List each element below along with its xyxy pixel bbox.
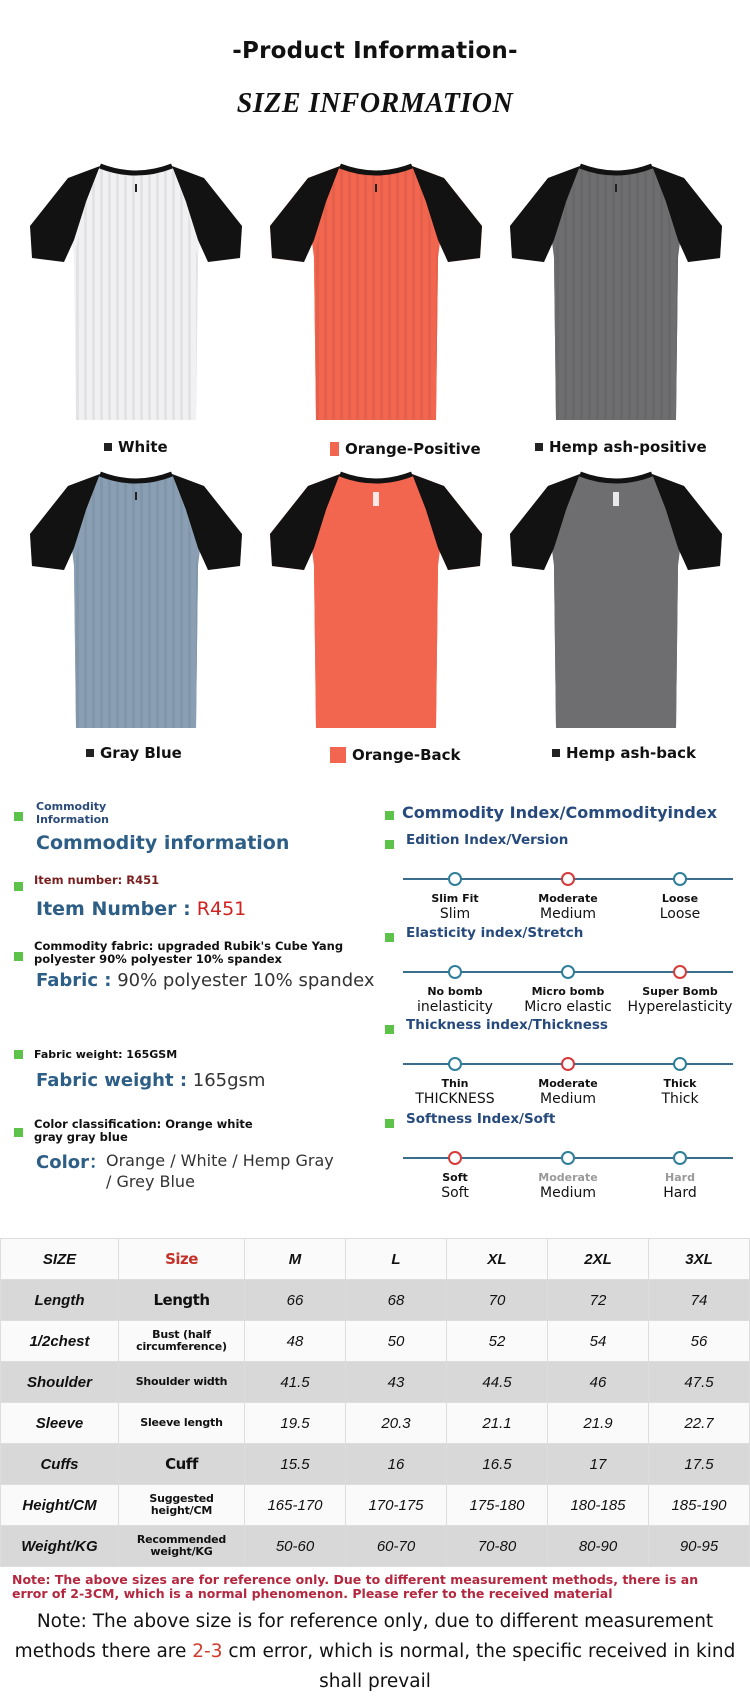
table-cell: 56 xyxy=(649,1321,750,1362)
note-large-b: cm error, which is normal, the specific received in kind shall prevail xyxy=(222,1641,736,1692)
tshirt-image-0 xyxy=(28,162,244,424)
index-option-top: Soft xyxy=(442,1171,468,1184)
table-cell: 70-80 xyxy=(447,1526,548,1567)
table-cell: 180-185 xyxy=(548,1485,649,1526)
table-cell: 21.1 xyxy=(447,1403,548,1444)
table-row xyxy=(1,1485,750,1526)
table-cell: 44.5 xyxy=(447,1362,548,1403)
caption-label: Orange-Back xyxy=(352,746,461,764)
table-cell: 22.7 xyxy=(649,1403,750,1444)
color-swatch xyxy=(552,749,560,757)
color-swatch xyxy=(104,443,112,451)
index-dot xyxy=(448,965,462,979)
index-option-bottom: THICKNESS xyxy=(415,1091,495,1107)
index-option-bottom: Thick xyxy=(661,1091,699,1107)
color-small: Color classification: Orange white gray gray blue xyxy=(34,1117,253,1144)
table-cell: 43 xyxy=(346,1362,447,1403)
fabric-line xyxy=(36,970,375,991)
table-cell: 175-180 xyxy=(447,1485,548,1526)
commodity-small-heading: Commodity Information xyxy=(36,800,109,826)
index-option-bottom: Slim xyxy=(439,906,471,922)
bullet-icon xyxy=(14,882,23,891)
color-swatch xyxy=(330,442,339,456)
table-cell: 1/2chest xyxy=(1,1321,119,1362)
table-cell: 17.5 xyxy=(649,1444,750,1485)
weight-small: Fabric weight: 165GSM xyxy=(34,1048,178,1061)
color-swatch xyxy=(535,443,543,451)
table-cell: 16.5 xyxy=(447,1444,548,1485)
fabric-small: Commodity fabric: upgraded Rubik's Cube Yang polyester 90% polyester 10% spandex xyxy=(34,939,344,966)
index-option-bottom: inelasticity xyxy=(417,999,493,1015)
table-cell: L xyxy=(346,1239,447,1280)
size-table xyxy=(0,1238,750,1567)
weight-label: Fabric weight : xyxy=(36,1070,188,1091)
table-cell: Weight/KG xyxy=(1,1526,119,1567)
table-cell: Sleeve xyxy=(1,1403,119,1444)
caption-label: Gray Blue xyxy=(100,744,182,762)
table-cell: 17 xyxy=(548,1444,649,1485)
caption-label: Hemp ash-back xyxy=(566,744,696,762)
table-cell: 50-60 xyxy=(245,1526,346,1567)
color-swatch xyxy=(330,747,346,763)
caption-label: White xyxy=(118,438,168,456)
caption-hemp-back xyxy=(552,744,696,762)
caption-orange-positive xyxy=(330,440,481,458)
table-cell: Cuff xyxy=(119,1444,245,1485)
table-cell: 185-190 xyxy=(649,1485,750,1526)
bullet-icon xyxy=(14,1128,23,1137)
index-group-title: Elasticity index/Stretch xyxy=(406,925,584,941)
table-cell: Size xyxy=(119,1239,245,1280)
bullet-icon xyxy=(14,1050,23,1059)
note-large-red: 2-3 xyxy=(192,1641,223,1662)
caption-hemp-positive xyxy=(535,438,707,456)
table-cell: Cuffs xyxy=(1,1444,119,1485)
table-cell: 170-175 xyxy=(346,1485,447,1526)
table-row xyxy=(1,1403,750,1444)
commodity-heading: Commodity information xyxy=(36,832,290,854)
table-cell: 47.5 xyxy=(649,1362,750,1403)
table-row xyxy=(1,1526,750,1567)
page-subtitle: SIZE INFORMATION xyxy=(236,88,514,119)
index-option-top: No bomb xyxy=(427,985,483,998)
table-cell: XL xyxy=(447,1239,548,1280)
note-large-a: Note: The above size is for reference only, due to different measurement methods there are xyxy=(14,1611,714,1662)
index-option-top: Super Bomb xyxy=(642,985,718,998)
index-option-top: Thick xyxy=(663,1077,697,1090)
index-dot xyxy=(448,1057,462,1071)
table-cell: Recommended weight/KG xyxy=(119,1526,245,1567)
table-cell: 3XL xyxy=(649,1239,750,1280)
tshirt-image-3 xyxy=(28,470,244,732)
item-number-small: Item number: R451 xyxy=(34,873,160,887)
index-option-top: Moderate xyxy=(538,1171,598,1184)
index-dot xyxy=(673,1151,687,1165)
table-cell: 50 xyxy=(346,1321,447,1362)
table-cell: 48 xyxy=(245,1321,346,1362)
index-dot xyxy=(561,965,575,979)
table-cell: 54 xyxy=(548,1321,649,1362)
table-cell: 46 xyxy=(548,1362,649,1403)
index-dot xyxy=(448,872,462,886)
table-cell: 60-70 xyxy=(346,1526,447,1567)
index-dot xyxy=(673,1057,687,1071)
table-cell: 41.5 xyxy=(245,1362,346,1403)
table-cell: Suggested height/CM xyxy=(119,1485,245,1526)
table-row xyxy=(1,1362,750,1403)
index-option-top: Moderate xyxy=(538,892,598,905)
tshirt-image-2 xyxy=(508,162,724,424)
index-group-title: Edition Index/Version xyxy=(406,832,569,848)
table-cell: Shoulder width xyxy=(119,1362,245,1403)
index-dot xyxy=(561,1151,575,1165)
index-option-top: Slim Fit xyxy=(431,892,479,905)
table-cell: 20.3 xyxy=(346,1403,447,1444)
index-option-top: Loose xyxy=(661,892,699,905)
table-cell: 68 xyxy=(346,1280,447,1321)
table-cell: 15.5 xyxy=(245,1444,346,1485)
table-cell: 66 xyxy=(245,1280,346,1321)
color-value: Orange / White / Hemp Gray / Grey Blue xyxy=(106,1151,334,1191)
fabric-label: Fabric : xyxy=(36,970,112,991)
index-group-title: Thickness index/Thickness xyxy=(406,1017,608,1033)
caption-gray-blue xyxy=(86,744,182,762)
color-swatch xyxy=(86,749,94,757)
note-small: Note: The above sizes are for reference only. Due to different measurement methods, there is an error of 2-3CM, which is a normal phenomenon. Please refer to the received material xyxy=(12,1572,699,1601)
index-option-bottom: Hyperelasticity xyxy=(627,999,733,1015)
index-option-top: Moderate xyxy=(538,1077,598,1090)
table-cell: 165-170 xyxy=(245,1485,346,1526)
tshirt-image-5 xyxy=(508,470,724,732)
index-option-top: Thin xyxy=(441,1077,469,1090)
fabric-value: 90% polyester 10% spandex xyxy=(117,970,375,991)
table-cell: 52 xyxy=(447,1321,548,1362)
bullet-icon xyxy=(385,1025,394,1034)
table-cell: 16 xyxy=(346,1444,447,1485)
bullet-icon xyxy=(14,812,23,821)
index-option-bottom: Loose xyxy=(659,906,701,922)
tshirt-image-1 xyxy=(268,162,484,424)
table-cell: Length xyxy=(1,1280,119,1321)
caption-label: Orange-Positive xyxy=(345,440,481,458)
index-option-top: Micro bomb xyxy=(531,985,605,998)
table-row xyxy=(1,1280,750,1321)
table-cell: Length xyxy=(119,1280,245,1321)
table-cell: 90-95 xyxy=(649,1526,750,1567)
table-cell: 74 xyxy=(649,1280,750,1321)
index-main-title: Commodity Index/Commodityindex xyxy=(402,803,718,822)
index-option-bottom: Medium xyxy=(540,1091,596,1107)
table-cell: 2XL xyxy=(548,1239,649,1280)
item-number-line xyxy=(36,898,246,920)
bullet-icon xyxy=(385,811,394,820)
item-number-label: Item Number : xyxy=(36,898,191,920)
bullet-icon xyxy=(14,952,23,961)
index-option-top: Hard xyxy=(665,1171,695,1184)
table-cell: 80-90 xyxy=(548,1526,649,1567)
table-cell: 70 xyxy=(447,1280,548,1321)
bullet-icon xyxy=(385,840,394,849)
caption-white xyxy=(104,438,168,456)
weight-value: 165gsm xyxy=(192,1070,266,1091)
weight-line xyxy=(36,1070,265,1091)
caption-orange-back xyxy=(330,746,461,764)
table-cell: M xyxy=(245,1239,346,1280)
table-header-row xyxy=(1,1239,750,1280)
index-dot xyxy=(673,872,687,886)
table-cell: Bust (half circumference) xyxy=(119,1321,245,1362)
table-cell: Sleeve length xyxy=(119,1403,245,1444)
table-cell: 19.5 xyxy=(245,1403,346,1444)
table-cell: Height/CM xyxy=(1,1485,119,1526)
index-dot-selected xyxy=(448,1151,462,1165)
table-row xyxy=(1,1321,750,1362)
color-line xyxy=(36,1148,107,1174)
index-group-title: Softness Index/Soft xyxy=(406,1111,556,1127)
bullet-icon xyxy=(385,933,394,942)
note-large xyxy=(0,1607,750,1697)
table-row xyxy=(1,1444,750,1485)
index-dot-selected xyxy=(561,1057,575,1071)
item-number-value: R451 xyxy=(196,898,247,920)
index-option-bottom: Hard xyxy=(663,1185,697,1201)
table-cell: 72 xyxy=(548,1280,649,1321)
table-cell: 21.9 xyxy=(548,1403,649,1444)
index-dot-selected xyxy=(561,872,575,886)
index-option-bottom: Medium xyxy=(540,906,596,922)
table-cell: SIZE xyxy=(1,1239,119,1280)
tshirt-image-4 xyxy=(268,470,484,732)
index-option-bottom: Medium xyxy=(540,1185,596,1201)
index-option-bottom: Soft xyxy=(441,1185,469,1201)
index-option-bottom: Micro elastic xyxy=(524,999,612,1015)
bullet-icon xyxy=(385,1119,394,1128)
table-cell: Shoulder xyxy=(1,1362,119,1403)
page-title: -Product Information- xyxy=(232,38,518,64)
color-label: Color： xyxy=(36,1152,107,1173)
caption-label: Hemp ash-positive xyxy=(549,438,707,456)
index-dot-selected xyxy=(673,965,687,979)
